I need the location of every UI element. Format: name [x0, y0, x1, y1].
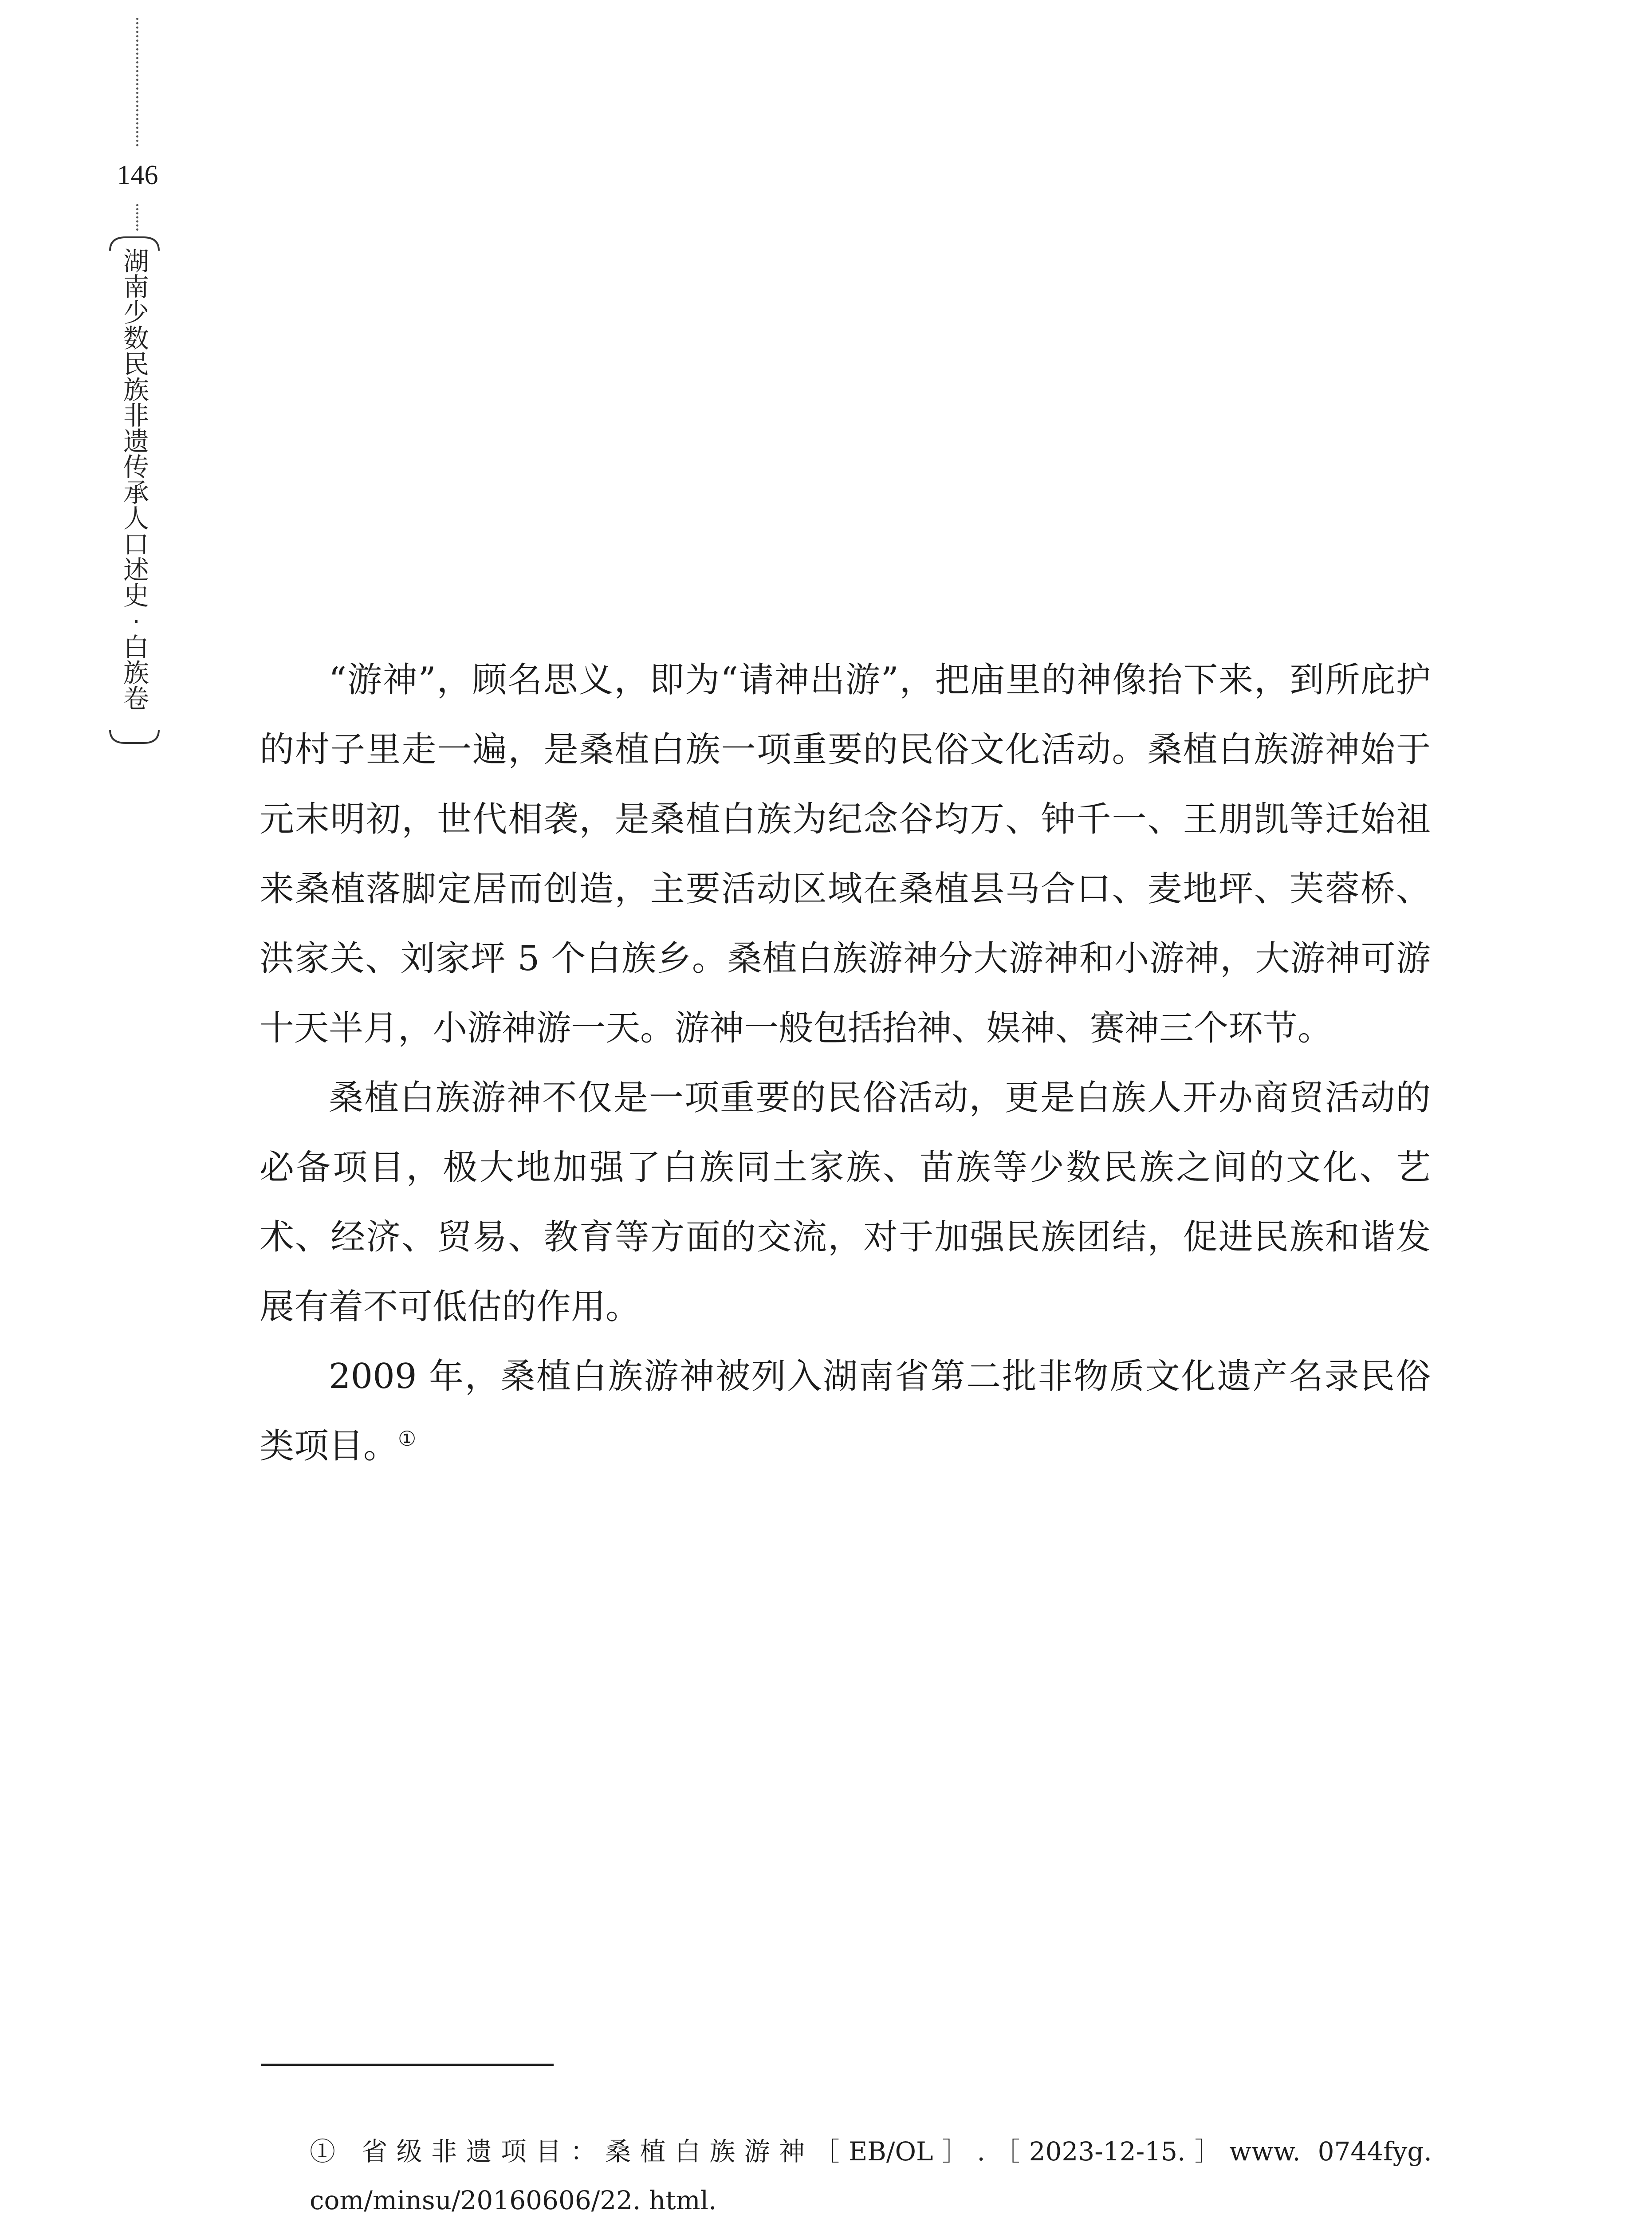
- paragraph-1: “游神”，顾名思义，即为“请神出游”，把庙里的神像抬下来，到所庇护的村子里走一遍，是桑植白族一项重要的民俗文化活动。桑植白族游神始于元末明初，世代相袭，是桑植白族为纪念谷均万、钟千一、王朋凯等迁始祖来桑植落脚定居而创造，主要活动区域在桑植县马合口、麦地坪、芙蓉桥、洪家关、刘家坪 5 个白族乡。桑植白族游神分大游神和小游神，大游神可游十天半月，小游神游一天。游神一般包括抬神、娱神、赛神三个环节。: [260, 660, 1431, 1048]
- page-number: 146: [117, 160, 158, 190]
- footnote-reference: ①: [398, 1427, 417, 1451]
- margin-dotted-line-middle: [136, 204, 138, 231]
- paragraph-2: 桑植白族游神不仅是一项重要的民俗活动，更是白族人开办商贸活动的必备项目，极大地加强了白族同土家族、苗族等少数民族之间的文化、艺术、经济、贸易、教育等方面的交流，对于加强民族团结，促进民族和谐发展有着不可低估的作用。: [260, 1078, 1431, 1327]
- paragraph-3-text: 2009 年，桑植白族游神被列入湖南省第二批非物质文化遗产名录民俗类项目。: [260, 1357, 1431, 1466]
- margin-dotted-line-top: [136, 18, 138, 146]
- footnote: [261, 2127, 1432, 2218]
- running-title-vertical: 湖南少数民族非遗传承人口述史·白族卷: [123, 246, 149, 714]
- footnote-divider: [261, 2064, 554, 2066]
- paragraph-3: [260, 1342, 1431, 1481]
- footnote-text: ① 省级非遗项目：桑植白族游神［EB/OL］.［2023-12-15.］www. 0744fyg. com/minsu/20160606/22. html.: [310, 2136, 1432, 2215]
- body-text: [260, 645, 1431, 1481]
